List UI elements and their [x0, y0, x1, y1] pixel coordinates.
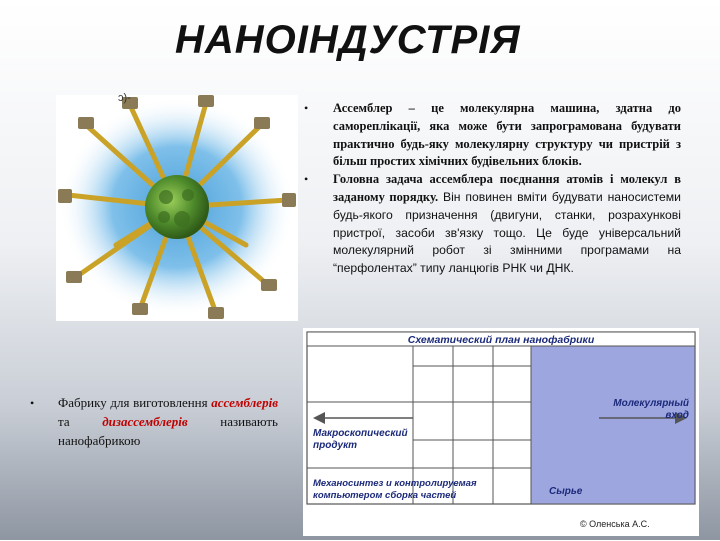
- bullet-marker: •: [30, 396, 35, 410]
- bullet-assembler-definition: [304, 100, 681, 171]
- figure-caption: ɔ)-: [118, 92, 131, 104]
- nanofactory-middle: та: [58, 414, 103, 429]
- bullet-marker: •: [304, 172, 309, 187]
- assembler-task-text: Він повинен вміти будувати наносистеми будь-якого призначення (двигуни, станки, розрахункові пристрої, засоби зв'язку тощо. Це буде універсальний молекулярний робот зі змінними програмами на “перфолентах” типу ланцюгів РНК чи ДНК.: [333, 189, 681, 276]
- slide-title: НАНОІНДУСТРІЯ: [175, 18, 521, 62]
- nanofactory-text: [30, 393, 278, 450]
- nanofactory-bullet: [30, 393, 278, 450]
- disassemblers-term: дизассемблерів: [102, 414, 188, 429]
- assembler-illustration: [56, 95, 298, 321]
- nanofactory-suffix: називають нанофабрикою: [58, 414, 278, 448]
- scheme-output-label-1: Макроскопический: [313, 428, 408, 439]
- assembler-molecule-image: [56, 95, 298, 321]
- assembler-task-bold: Головна задача ассемблера поєднання атомів і молекул в заданому порядку.: [333, 172, 681, 204]
- nanofactory-prefix: Фабрику для виготовлення: [58, 395, 212, 410]
- scheme-raw-label: Сырье: [549, 486, 583, 497]
- nanofactory-scheme-diagram: [303, 328, 699, 536]
- author-credit: © Оленська А.С.: [580, 519, 650, 529]
- assemblers-term: ассемблерів: [211, 395, 278, 410]
- scheme-input-label-1: Молекулярный: [613, 398, 689, 409]
- nanofactory-scheme: [303, 328, 699, 536]
- scheme-header: Схематический план нанофабрики: [407, 334, 595, 346]
- scheme-process-label-1: Механосинтез и контролируемая: [313, 478, 477, 489]
- scheme-process-label-2: компьютером сборка частей: [313, 490, 457, 501]
- assembler-definition-text: Ассемблер – це молекулярна машина, здатна до самореплікації, яка може бути запрограмована будувати практично будь-яку молекулярну структуру чи пристрій з більш простих хімічних будівельних блоків.: [333, 101, 681, 169]
- right-bullet-list: [304, 100, 681, 278]
- bullet-marker: •: [304, 101, 309, 115]
- scheme-output-label-2: продукт: [313, 440, 358, 451]
- scheme-input-label-2: вход: [665, 410, 689, 421]
- bullet-assembler-task: [304, 171, 681, 278]
